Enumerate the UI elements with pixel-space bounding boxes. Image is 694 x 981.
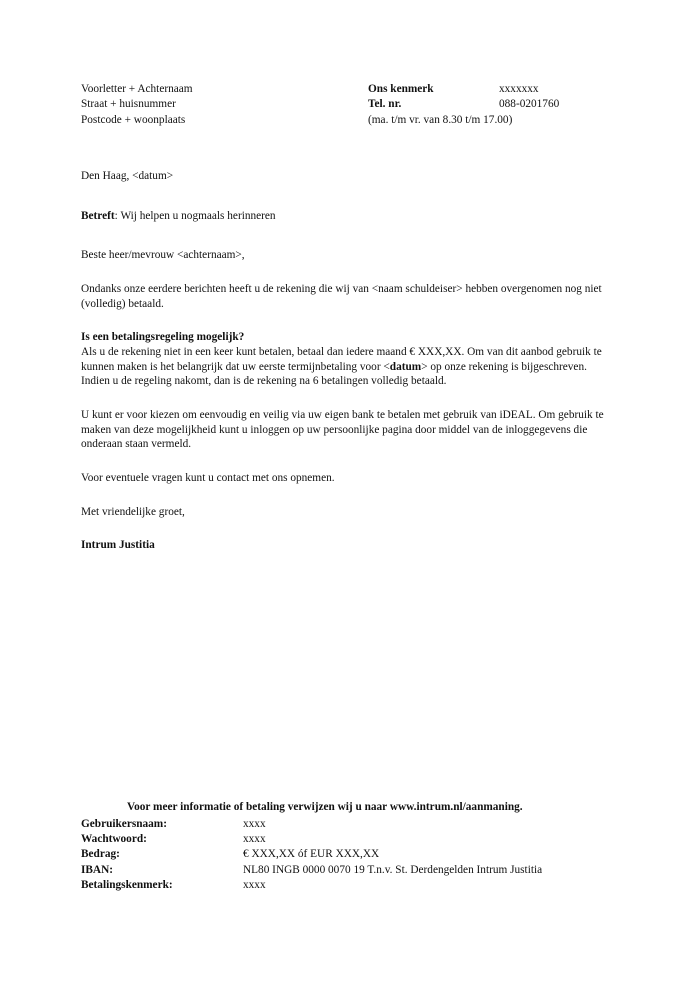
signature-name: Intrum Justitia bbox=[81, 539, 155, 552]
arrangement-paragraph bbox=[81, 345, 613, 389]
recipient-address-block bbox=[81, 82, 368, 128]
letter-header bbox=[81, 82, 611, 128]
credential-label-amount: Bedrag: bbox=[81, 848, 120, 861]
credential-value-payment-reference: xxxx bbox=[243, 878, 266, 891]
reference-row-telephone bbox=[368, 97, 611, 112]
payment-footer bbox=[81, 800, 613, 893]
reference-row-kenmerk bbox=[368, 82, 611, 97]
credential-row-password bbox=[81, 832, 613, 847]
credential-value-amount: € XXX,XX óf EUR XXX,XX bbox=[243, 848, 380, 861]
arrangement-text-part1: Als u de rekening niet in een keer kunt betalen, betaal dan iedere maand € XXX,XX. Om van dit aanbod gebruik te kunnen maken is het belangrijk dat uw eerste termijnbetaling voor < bbox=[81, 346, 602, 373]
salutation: Beste heer/mevrouw <achternaam>, bbox=[81, 249, 245, 262]
subject-label: Betreft bbox=[81, 209, 115, 222]
arrangement-date-placeholder: datum bbox=[389, 360, 422, 373]
credential-row-payment-reference bbox=[81, 878, 613, 893]
credential-row-amount bbox=[81, 847, 613, 862]
address-line-city: Postcode + woonplaats bbox=[81, 113, 186, 126]
reference-block bbox=[368, 82, 611, 128]
address-line-street: Straat + huisnummer bbox=[81, 98, 176, 111]
reference-opening-hours: (ma. t/m vr. van 8.30 t/m 17.00) bbox=[368, 113, 513, 126]
footer-information-note: Voor meer informatie of betaling verwijzen wij u naar www.intrum.nl/aanmaning. bbox=[127, 801, 523, 813]
place-and-date: Den Haag, <datum> bbox=[81, 170, 174, 182]
closing-line: Met vriendelijke groet, bbox=[81, 505, 185, 518]
credential-row-iban bbox=[81, 863, 613, 878]
address-line-name: Voorletter + Achternaam bbox=[81, 83, 193, 95]
intro-paragraph: Ondanks onze eerdere berichten heeft u de rekening die wij van <naam schuldeiser> hebben overgenomen nog niet (volledig) betaald. bbox=[81, 283, 602, 310]
credential-label-payment-reference: Betalingskenmerk: bbox=[81, 878, 173, 891]
credential-label-username: Gebruikersnaam: bbox=[81, 817, 167, 830]
subject-separator: : bbox=[114, 209, 121, 222]
questions-paragraph: Voor eventuele vragen kunt u contact met ons opnemen. bbox=[81, 472, 335, 485]
credential-row-username bbox=[81, 817, 613, 832]
ideal-paragraph: U kunt er voor kiezen om eenvoudig en veilig via uw eigen bank te betalen met gebruik van iDEAL. Om gebruik te maken van deze mogelijkheid kunt u inloggen op uw persoonlijke pagina door middel van de inloggegevens die onderaan staan vermeld. bbox=[81, 409, 604, 451]
credential-value-password: xxxx bbox=[243, 832, 266, 845]
subject-line bbox=[81, 209, 613, 224]
credential-label-iban: IBAN: bbox=[81, 863, 114, 876]
credential-value-iban: NL80 INGB 0000 0070 19 T.n.v. St. Derdengelden Intrum Justitia bbox=[243, 863, 543, 876]
subject-text: Wij helpen u nogmaals herinneren bbox=[120, 209, 276, 222]
reference-label-kenmerk: Ons kenmerk bbox=[368, 83, 434, 95]
arrangement-heading: Is een betalingsregeling mogelijk? bbox=[81, 331, 245, 344]
reference-value-telephone: 088-0201760 bbox=[499, 98, 560, 111]
reference-label-telephone: Tel. nr. bbox=[368, 98, 402, 111]
letter-body bbox=[81, 169, 613, 553]
arrangement-text-part2: > op onze rekening is bijgeschreven. Indien u de regeling nakomt, dan is de rekening na 6 betalingen volledig betaald. bbox=[81, 360, 587, 388]
credential-value-username: xxxx bbox=[243, 817, 266, 830]
credential-label-password: Wachtwoord: bbox=[81, 832, 147, 845]
reference-value-kenmerk: xxxxxxx bbox=[499, 83, 539, 95]
